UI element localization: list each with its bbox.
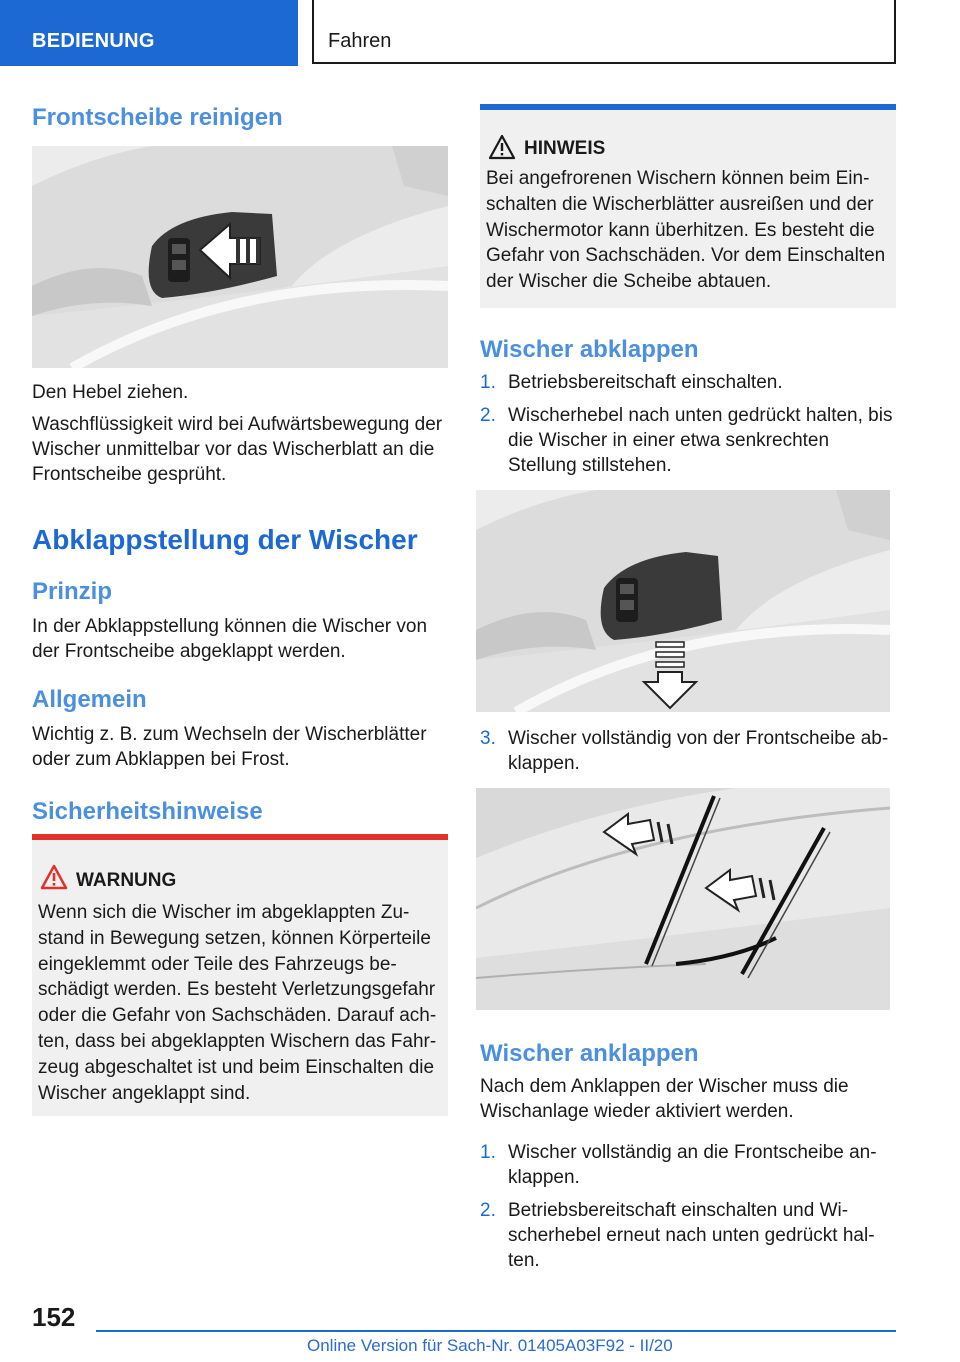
page-number: 152 (32, 1302, 76, 1332)
hint-text: Bei angefrorenen Wischern können beim Einschalten die Wischerblätter ausreißen und der Wischermotor kann überhitzen. Es besteht die Gefahr von Sachschäden. Vor dem Einschalten der Wischer die Scheibe abtauen. (486, 168, 886, 293)
wipers-folded-illustration (476, 788, 890, 1010)
hint-triangle-icon (488, 134, 516, 165)
section-tab: BEDIENUNG (0, 0, 298, 66)
step-text: Betriebsbereitschaft einschalten. (508, 372, 783, 393)
figure-lever-press-down (476, 490, 890, 712)
heading-clean-windshield: Frontscheibe reinigen (32, 104, 283, 131)
chapter-title: Fahren (312, 0, 896, 64)
warning-text: Wenn sich die Wischer im abgeklappten Zustand in Bewegung setzen, können Körperteile eingeklemmt oder Teile des Fahrzeugs beschädigt werden. Es besteht Verletzungsgefahr oder die Gefahr von Sachschäden. Darauf achten, dass bei abgeklappten Wischern das Fahrzeug abgeschaltet ist und beim Einschalten die Wischer angeklappt sind. (38, 902, 437, 1104)
lever-pull-illustration (32, 146, 448, 368)
heading-general: Allgemein (32, 686, 147, 713)
list-item (480, 403, 896, 478)
step-text: Wischer vollständig von der Frontscheibe abklappen. (508, 728, 889, 774)
steps-fold-up (480, 1140, 896, 1281)
step-number: 2. (480, 405, 496, 426)
lever-press-illustration (476, 490, 890, 712)
step-text: Wischerhebel nach unten gedrückt halten, bis die Wischer in einer etwa senkrechten Stellung stillstehen. (508, 405, 893, 476)
hint-box (480, 104, 896, 308)
steps-fold-down-a (480, 370, 896, 486)
list-item (480, 1140, 896, 1190)
hint-title: HINWEIS (524, 138, 606, 159)
figure-lever-pull (32, 146, 448, 368)
steps-fold-down-b (480, 726, 896, 784)
list-item (480, 370, 896, 395)
text-general: Wichtig z. B. zum Wechseln der Wischerblätter oder zum Abklappen bei Frost. (32, 724, 427, 770)
heading-safety: Sicherheitshinweise (32, 798, 263, 825)
heading-principle: Prinzip (32, 578, 113, 605)
step-number: 3. (480, 728, 496, 749)
footer-divider (96, 1330, 896, 1332)
text-fold-up: Nach dem Anklappen der Wischer muss die Wischanlage wieder aktiviert werden. (480, 1076, 849, 1122)
text-washer-fluid: Waschflüssigkeit wird bei Aufwärtsbewegung der Wischer unmittelbar vor das Wischerblatt an die Frontscheibe gesprüht. (32, 414, 443, 485)
heading-fold-up: Wischer anklappen (480, 1040, 699, 1067)
text-principle: In der Abklappstellung können die Wischer von der Frontscheibe abgeklappt werden. (32, 616, 428, 662)
warning-title: WARNUNG (76, 870, 177, 891)
footer-version-text: Online Version für Sach-Nr. 01405A03F92 - II/20 (307, 1336, 673, 1355)
heading-fold-down: Wischer abklappen (480, 336, 699, 363)
step-number: 1. (480, 372, 496, 393)
warning-triangle-icon (40, 864, 68, 895)
step-text: Wischer vollständig an die Frontscheibe anklappen. (508, 1142, 877, 1188)
list-item (480, 1198, 896, 1273)
text-pull-lever: Den Hebel ziehen. (32, 382, 189, 403)
heading-fold-position: Abklappstellung der Wischer (32, 524, 418, 555)
list-item (480, 726, 896, 776)
step-number: 2. (480, 1200, 496, 1221)
figure-wipers-folded (476, 788, 890, 1010)
step-number: 1. (480, 1142, 496, 1163)
step-text: Betriebsbereitschaft einschalten und Wischerhebel erneut nach unten gedrückt halten. (508, 1200, 875, 1271)
warning-box (32, 834, 448, 1116)
